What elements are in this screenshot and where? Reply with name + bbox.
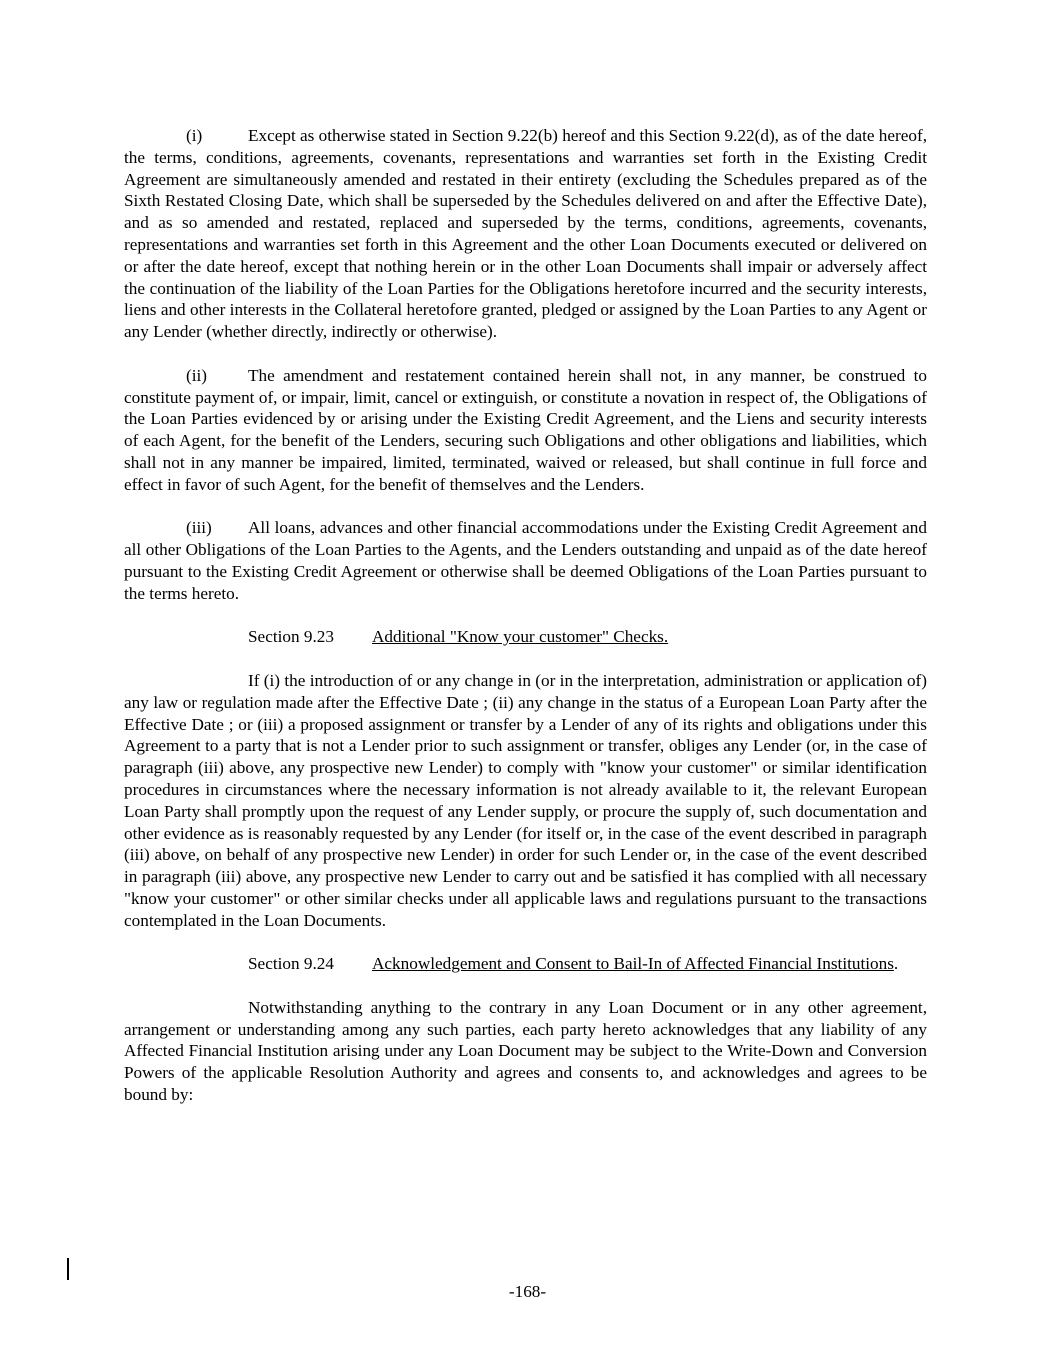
section-9-23-title: Additional "Know your customer" Checks. <box>372 627 669 647</box>
section-9-24-number: Section 9.24 <box>248 954 334 974</box>
section-9-23-heading <box>124 626 927 648</box>
section-9-24-heading <box>124 953 927 975</box>
paragraph-i <box>124 125 927 343</box>
section-9-24-body: Notwithstanding anything to the contrary in any Loan Document or in any other agreement, arrangement or understanding among any such parties, each party hereto acknowledges that any liability of any Affected Financial Institution arising under any Loan Document may be subject to the Write-Down and Conversion Powers of the applicable Resolution Authority and agrees and consents to, and acknowledges and agrees to be bound by: <box>124 997 927 1105</box>
section-9-24-title: Acknowledgement and Consent to Bail-In of Affected Financial Institutions <box>372 954 894 974</box>
paragraph-ii-label: (ii) <box>186 365 207 385</box>
paragraph-i-label: (i) <box>186 126 203 145</box>
section-9-23-body: If (i) the introduction of or any change in (or in the interpretation, administration or application of) any law or regulation made after the Effective Date ; (ii) any change in the status of a European Loan Party after the Effective Date ; or (iii) a proposed assignment or transfer by a Lender of any of its rights and obligations under this Agreement to a party that is not a Lender prior to such assignment or transfer, obliges any Lender (or, in the case of paragraph (iii) above, any prospective new Lender) to comply with "know your customer" or similar identification procedures in circumstances where the necessary information is not already available to it, the relevant European Loan Party shall promptly upon the request of any Lender supply, or procure the supply of, such documentation and other evidence as is reasonably requested by any Lender (for itself or, in the case of the event described in paragraph (iii) above, on behalf of any prospective new Lender) in order for such Lender or, in the case of the event described in paragraph (iii) above, any prospective new Lender to carry out and be satisfied it has complied with all necessary "know your customer" or other similar checks under all applicable laws and regulations pursuant to the transactions contemplated in the Loan Documents. <box>124 670 927 930</box>
paragraph-ii-text: The amendment and restatement contained herein shall not, in any manner, be construed to constitute payment of, or impair, limit, cancel or extinguish, or constitute a novation in respect of, the Obligations of the Loan Parties evidenced by or arising under the Existing Credit Agreement, and the Liens and security interests of each Agent, for the benefit of the Lenders, securing such Obligations and other obligations and liabilities, which shall not in any manner be impaired, limited, terminated, waived or released, but shall continue in full force and effect in favor of such Agent, for the benefit of themselves and the Lenders. <box>124 365 927 494</box>
paragraph-iii <box>124 517 927 604</box>
paragraph-iii-text: All loans, advances and other financial accommodations under the Existing Credit Agreement and all other Obligations of the Loan Parties to the Agents, and the Lenders outstanding and unpaid as of the date hereof pursuant to the Existing Credit Agreement or otherwise shall be deemed Obligations of the Loan Parties pursuant to the terms hereto. <box>124 518 927 603</box>
document-page <box>124 125 927 1128</box>
paragraph-iii-label: (iii) <box>186 518 212 538</box>
section-9-23-number: Section 9.23 <box>248 627 334 647</box>
page-number: -168- <box>508 1282 547 1301</box>
paragraph-ii <box>124 365 927 496</box>
paragraph-i-text: Except as otherwise stated in Section 9.22(b) hereof and this Section 9.22(d), as of the date hereof, the terms, conditions, agreements, covenants, representations and warranties set forth in the Existing Credit Agreement are simultaneously amended and restated in their entirety (excluding the Schedules prepared as of the Sixth Restated Closing Date, which shall be superseded by the Schedules delivered on and after the Effective Date), and as so amended and restated, replaced and superseded by the terms, conditions, agreements, covenants, representations and warranties set forth in this Agreement and the other Loan Documents executed or delivered on or after the date hereof, except that nothing herein or in the other Loan Documents shall impair or adversely affect the continuation of the liability of the Loan Parties for the Obligations heretofore incurred and the security interests, liens and other interests in the Collateral heretofore granted, pledged or assigned by the Loan Parties to any Agent or any Lender (whether directly, indirectly or otherwise). <box>124 126 927 342</box>
section-9-24-title-end: . <box>893 954 899 974</box>
revision-margin-bar <box>67 1258 69 1280</box>
